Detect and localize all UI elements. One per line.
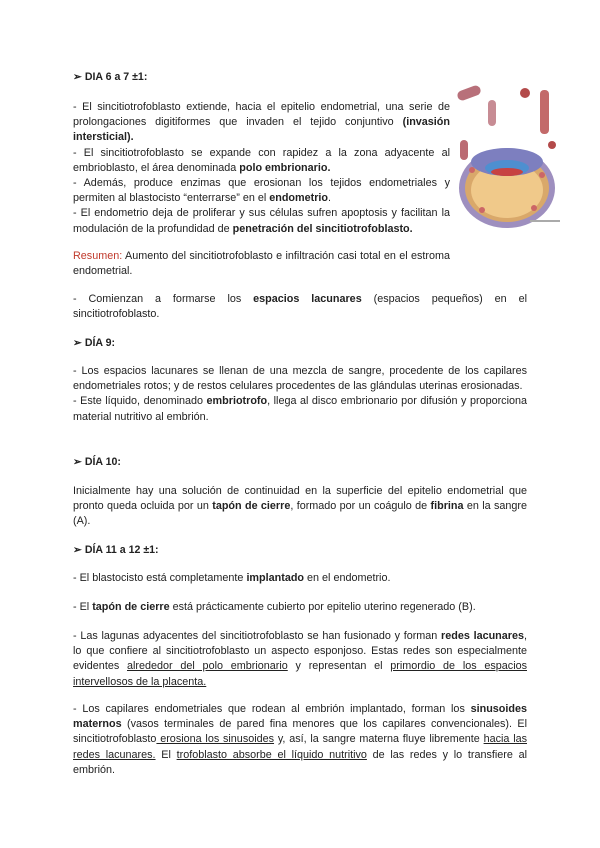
paragraph-sinusoides: - Los capilares endometriales que rodean al embrión implantado, forman los sinusoides maternos (vasos terminales de pared fina menores que los capilares convencionales). El sincitiotrofoblasto erosiona los sinusoides y, así, la sangre materna fluye libremente hacia las redes lacunares. El trofoblasto absorbe el líquido nutritivo de las redes y lo transfiere al embrión. [73,703,527,776]
paragraph-sangre: - Los espacios lacunares se llenan de una mezcla de sangre, procedente de los capilares endometriales rotos; y de restos celulares procedentes de las glándulas uterinas erosionadas. [73,365,527,393]
section-1-body [73,100,450,237]
heading-dia-6-7: ➢ DIA 6 a 7 ±1: [73,71,148,83]
paragraph-embriotrofo: - Este líquido, denominado embriotrofo, llega al disco embrionario por difusión y proporciona material nutritivo al embrión. [73,395,527,423]
paragraph-invasion: - El sincitiotrofoblasto extiende, hacia el epitelio endometrial, una serie de prolongaciones digitiformes que invaden el tejido conjuntivo (invasión intersticial). [73,101,450,144]
paragraph-epitelio: - El tapón de cierre está prácticamente cubierto por epitelio uterino regenerado (B). [73,601,476,613]
paragraph-implantado: - El blastocisto está completamente implantado en el endometrio. [73,572,391,584]
paragraph-enzimas: - Además, produce enzimas que erosionan los tejidos endometriales y permiten al blastocisto “enterrarse” en el endometrio. [73,177,450,205]
resumen-label: Resumen: [73,250,123,262]
paragraph-endometrio: - El endometrio deja de proliferar y sus células sufren apoptosis y facilitan la modulación de la profundidad de penetración del sincitiotrofoblasto. [73,207,450,235]
heading-dia-10: ➢ DÍA 10: [73,456,121,468]
heading-dia-11-12: ➢ DÍA 11 a 12 ±1: [73,544,159,556]
paragraph-tapon: Inicialmente hay una solución de continuidad en la superficie del epitelio endometrial que pronto queda ocluida por un tapón de cierre, formado por un coágulo de fibrina en la sangre (A). [73,485,527,528]
section-2-body [73,364,527,425]
resumen: Resumen: Aumento del sincitiotrofoblasto e infiltración casi total en el estroma endometrial. [73,250,450,278]
heading-dia-9: ➢ DÍA 9: [73,337,116,349]
paragraph-polo: - El sincitiotrofoblasto se expande con rapidez a la zona adyacente al embrioblasto, el área denominada polo embrionario. [73,146,450,174]
paragraph-lacunares: - Comienzan a formarse los espacios lacunares (espacios pequeños) en el sincitiotrofoblasto. [73,293,527,321]
paragraph-redes-lacunares: - Las lagunas adyacentes del sincitiotrofoblasto se han fusionado y forman redes lacunares, lo que confiere al sincitiotrofoblasto un aspecto esponjoso. Estas redes son especialmente evidentes alrededor del polo embrionario y representan el primordio de los espacios intervellosos de la placenta. [73,630,527,688]
blastocyst-illustration [452,80,570,230]
